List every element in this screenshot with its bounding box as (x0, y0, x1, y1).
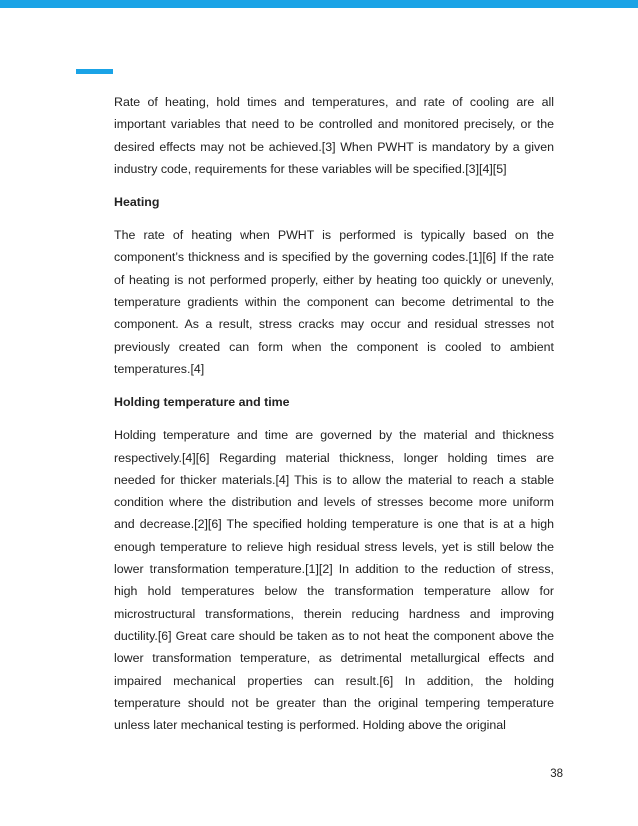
accent-bar (76, 69, 113, 74)
document-body (114, 91, 554, 736)
top-accent-band (0, 0, 638, 8)
paragraph-intro: Rate of heating, hold times and temperatures, and rate of cooling are all important variables that need to be controlled and monitored precisely, or the desired effects may not be achieved.[3] When PWHT is mandatory by a given industry code, requirements for these variables will be specified.[3][4][5] (114, 95, 554, 176)
page-number: 38 (550, 768, 563, 780)
heading-heating: Heating (114, 195, 160, 210)
paragraph-heating: The rate of heating when PWHT is performed is typically based on the component’s thickness and is specified by the governing codes.[1][6] If the rate of heating is not performed properly, either by heating too quickly or unevenly, temperature gradients within the component can become detrimental to the component. As a result, stress cracks may occur and residual stresses not previously created can form when the component is cooled to ambient temperatures.[4] (114, 228, 554, 376)
heading-holding-temperature: Holding temperature and time (114, 395, 290, 410)
paragraph-holding: Holding temperature and time are governed by the material and thickness respectively.[4][6] Regarding material thickness, longer holding times are needed for thicker materials.[4] This is to allow the material to reach a stable condition where the distribution and levels of stresses become more uniform and decrease.[2][6] The specified holding temperature is one that is at a high enough temperature to relieve high residual stress levels, yet is still below the lower transformation temperature.[1][2] In addition to the reduction of stress, high hold temperatures below the transformation temperature allow for microstructural transformations, therein reducing hardness and improving ductility.[6] Great care should be taken as to not heat the component above the lower transformation temperature, as detrimental metallurgical effects and impaired mechanical properties can result.[6] In addition, the holding temperature should not be greater than the original tempering temperature unless later mechanical testing is performed. Holding above the original (114, 428, 554, 733)
